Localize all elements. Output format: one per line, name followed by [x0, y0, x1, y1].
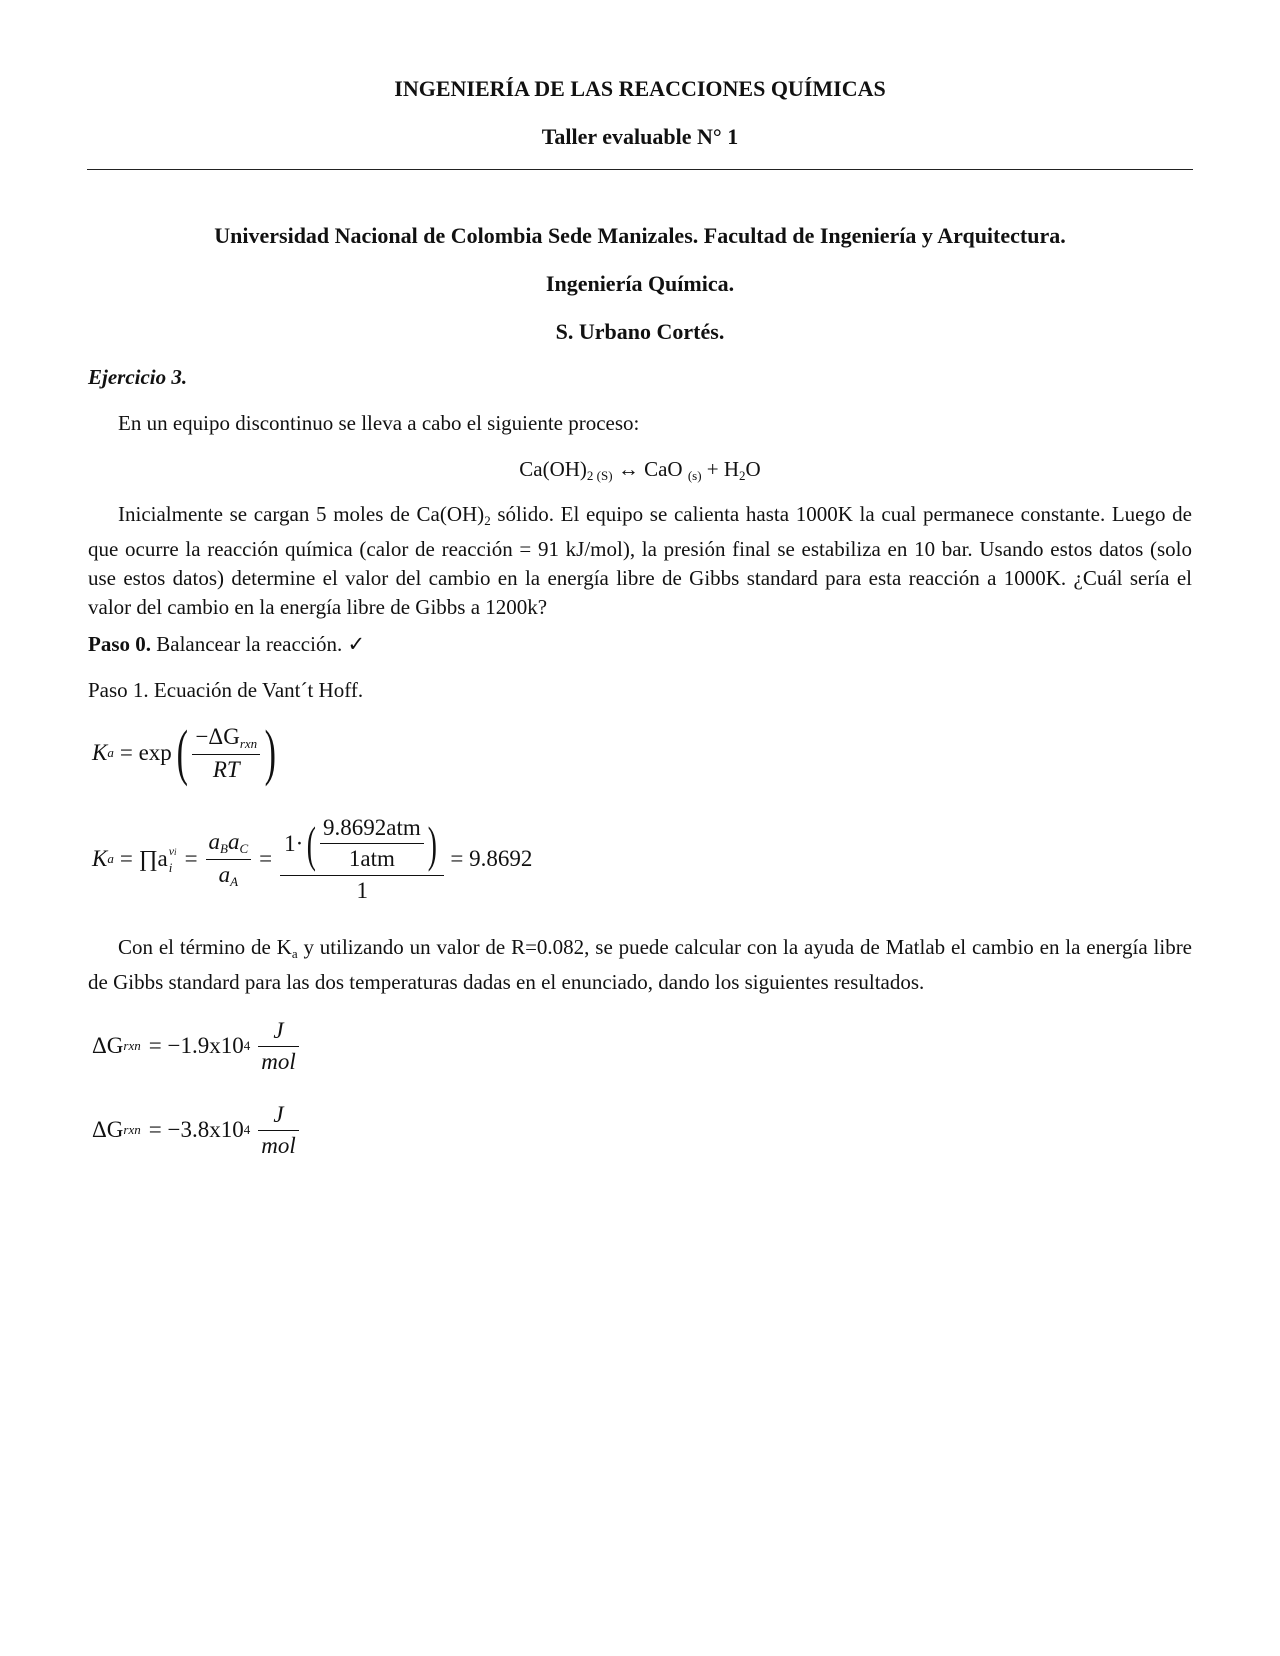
eq2-open-paren: ( [307, 815, 317, 872]
conclusion-part-b: y utilizando un valor de R=0.082, se puede calcular con la ayuda de Matlab el cambio en la energía libre de Gibbs standard para las dos temperaturas dadas en el enunciado, dando los siguientes resultados. [88, 935, 1193, 994]
step-0 [88, 631, 365, 657]
eq1-fraction [192, 724, 260, 783]
eq2-big-fraction [280, 815, 444, 904]
statement-part-a: Inicialmente se cargan 5 moles de Ca(OH) [118, 502, 485, 526]
conclusion-part-a: Con el término de K [118, 935, 292, 959]
reaction-reactant: Ca(OH) [519, 457, 587, 481]
exercise-statement [88, 500, 1192, 622]
eq1-lhs: K [92, 740, 108, 765]
conclusion-sub: a [291, 946, 298, 961]
exercise-label: Ejercicio 3. [88, 365, 188, 389]
result-1000k [92, 1013, 299, 1079]
result-1-sub: rxn [123, 1038, 141, 1053]
result-2-exp: 4 [243, 1122, 251, 1137]
eq2-product-sub: i [168, 859, 173, 875]
workshop-subtitle: Taller evaluable N° 1 [541, 124, 739, 149]
eq2-den-a: a [218, 861, 231, 887]
result-2-value: = −3.8x10 [148, 1117, 244, 1142]
reaction-product-1-sub: (s) [687, 468, 702, 483]
eq2-inner-denominator: 1atm [348, 846, 395, 871]
reaction-product-1: CaO [644, 457, 683, 481]
eq2-num-a: a [208, 828, 221, 854]
author-line: S. Urbano Cortés. [555, 319, 725, 344]
eq2-equals-b: = [259, 846, 273, 871]
eq2-equals-a: = [184, 846, 198, 871]
reaction-arrow: ↔ [617, 457, 639, 481]
result-2-unit-den: mol [261, 1132, 296, 1158]
result-1200k [92, 1097, 299, 1163]
eq1-numerator: −ΔG [195, 723, 240, 749]
equation-ka-exp [92, 720, 281, 786]
result-1-unit-den: mol [261, 1048, 296, 1074]
eq2-lhs-sub: a [107, 851, 114, 866]
result-1-exp: 4 [243, 1038, 251, 1053]
statement-part-b: sólido. El equipo se calienta hasta 1000K la cual permanece constante. Luego de que ocurre la reacción química (calor de reacción = 91 kJ/mol), la presión final se estabiliza en 10 bar. Usando estos datos (solo use estos datos) determine el valor del cambio en la energía libre de Gibbs standard para esta reacción a 1000K. ¿Cuál sería el valor del cambio en la energía libre de Gibbs a 1200k? [88, 502, 1192, 619]
step-0-label: Paso 0. [88, 632, 151, 656]
eq2-big-denominator: 1 [356, 877, 369, 903]
eq2-inner-fraction [320, 815, 424, 872]
eq2-num-sub-c: C [239, 840, 249, 856]
eq1-lhs-sub: a [107, 745, 114, 760]
eq1-close-paren: ) [264, 718, 277, 787]
step-1: Paso 1. Ecuación de Vant´t Hoff. [88, 678, 364, 702]
university-line: Universidad Nacional de Colombia Sede Manizales. Facultad de Ingeniería y Arquitectura. [214, 223, 1066, 248]
reaction-product-2-sub: 2 [739, 468, 746, 483]
result-1-value: = −1.9x10 [148, 1033, 244, 1058]
result-2-unit [258, 1102, 299, 1159]
eq2-num-sub-b: B [220, 840, 228, 856]
header-divider [87, 169, 1193, 170]
reaction-product-2-a: H [723, 457, 740, 481]
equation-ka-product [92, 805, 532, 913]
result-2-lhs: ΔG [92, 1117, 124, 1142]
eq2-product-supsub: i [174, 846, 177, 857]
eq2-activity-fraction [206, 829, 252, 890]
reaction-product-2-b: O [745, 457, 761, 481]
reaction-equation [0, 456, 1280, 489]
eq2-result: = 9.8692 [450, 846, 533, 871]
eq1-open-paren: ( [176, 718, 188, 787]
exercise-intro: En un equipo discontinuo se lleva a cabo el siguiente proceso: [118, 411, 640, 435]
reaction-plus: + [706, 457, 719, 481]
result-1-unit-num: J [258, 1018, 299, 1047]
eq2-big-num-prefix: 1· [284, 830, 304, 856]
statement-sub: 2 [484, 513, 491, 528]
eq2-product: = ∏a [119, 846, 168, 871]
eq2-product-sup: v [168, 843, 175, 858]
step-0-text: Balancear la reacción. [156, 632, 343, 656]
eq2-den-sub-a: A [230, 873, 239, 889]
checkmark-icon: ✓ [347, 632, 366, 656]
result-2-unit-num: J [258, 1102, 299, 1131]
result-2-sub: rxn [123, 1122, 141, 1137]
eq2-inner-numerator: 9.8692atm [322, 815, 421, 840]
reaction-reactant-sub: 2 (S) [586, 468, 613, 483]
program-line: Ingeniería Química. [545, 271, 735, 296]
conclusion-paragraph [88, 933, 1192, 997]
eq2-num-a2: a [228, 828, 240, 854]
eq1-numerator-sub: rxn [239, 735, 258, 751]
result-1-unit [258, 1018, 299, 1075]
eq2-lhs: K [92, 846, 108, 871]
eq2-close-paren: ) [427, 815, 437, 872]
result-1-lhs: ΔG [92, 1033, 124, 1058]
eq1-denominator: RT [212, 756, 240, 782]
reaction-product-2 [724, 457, 761, 481]
eq1-exp: = exp [119, 740, 172, 765]
course-title: INGENIERÍA DE LAS REACCIONES QUÍMICAS [394, 76, 886, 101]
